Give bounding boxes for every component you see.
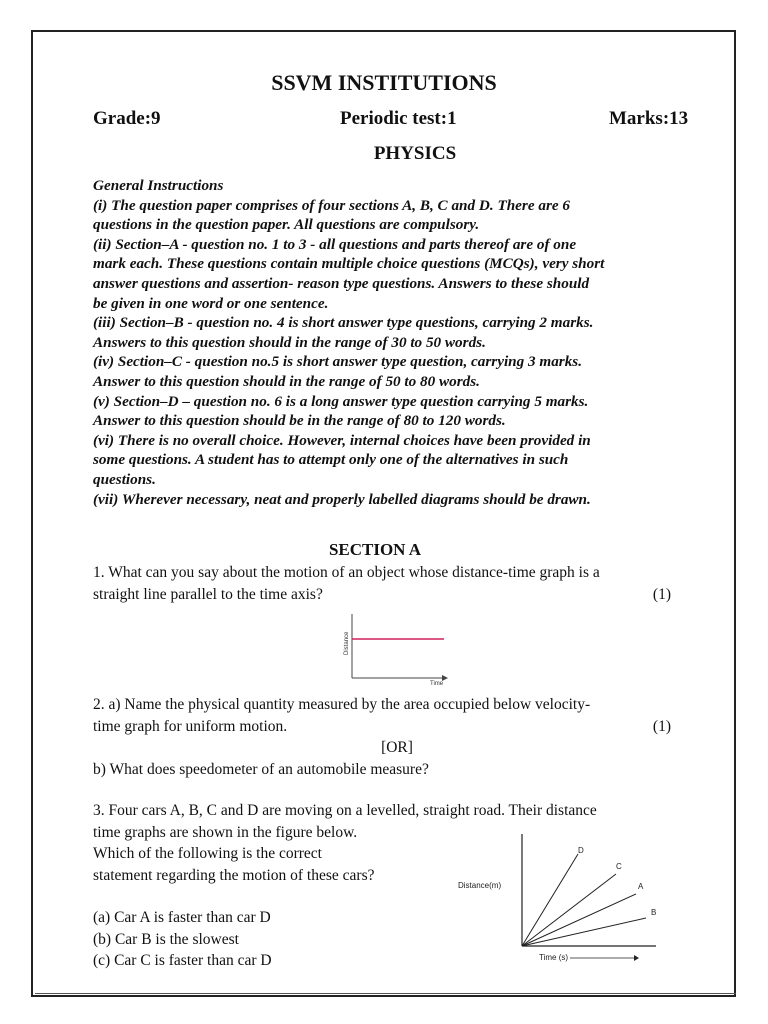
question-1-line: straight line parallel to the time axis?: [93, 585, 323, 603]
instruction-line: questions in the question paper. All questions are compulsory.: [93, 216, 480, 234]
general-instructions: [93, 176, 713, 509]
instruction-line: (v) Section–D – question no. 6 is a long answer type question carrying 5 marks.: [93, 392, 589, 410]
instruction-line: Answers to this question should in the range of 30 to 50 words.: [93, 333, 486, 351]
question-2-line: time graph for uniform motion.: [93, 717, 288, 735]
section-a-heading: SECTION A: [328, 540, 422, 559]
question-3-line: statement regarding the motion of these cars?: [93, 866, 375, 884]
question-3-option: (c) Car C is faster than car D: [93, 952, 272, 969]
question-3-line: 3. Four cars A, B, C and D are moving on a levelled, straight road. Their distance: [93, 802, 597, 819]
institution-title: SSVM INSTITUTIONS: [271, 70, 497, 95]
graph3-label-b: B: [651, 908, 657, 917]
question-1-line: 1. What can you say about the motion of an object whose distance-time graph is a: [93, 564, 600, 581]
graph3-label-a: A: [638, 882, 644, 891]
instruction-line: some questions. A student has to attempt only one of the alternatives in such: [93, 451, 569, 469]
page-border-bottom: [35, 993, 736, 994]
instruction-line: (iii) Section–B - question no. 4 is short answer type questions, carrying 2 marks.: [93, 314, 594, 332]
question-3-line: Which of the following is the correct: [93, 845, 322, 862]
graph3-xlabel: Time (s): [539, 953, 569, 962]
graph1-ylabel: Distance: [344, 631, 350, 655]
question-2-line: b) What does speedometer of an automobile measure?: [93, 760, 429, 778]
instruction-line: questions.: [93, 470, 156, 488]
question-3-line: time graphs are shown in the figure below.: [93, 823, 358, 841]
question-3-option: (b) Car B is the slowest: [93, 930, 239, 948]
question-2-or: [OR]: [381, 739, 413, 756]
instruction-line: mark each. These questions contain multiple choice questions (MCQs), very short: [93, 255, 605, 273]
question-2: [93, 694, 701, 780]
instruction-line: (i) The question paper comprises of four sections A, B, C and D. There are 6: [93, 196, 571, 214]
question-1-mark: (1): [652, 585, 671, 603]
distance-time-graph-3: [450, 828, 680, 968]
distance-time-graph-1: [330, 608, 500, 688]
test-label: Periodic test:1: [340, 108, 457, 129]
instruction-line: Answer to this question should be in the range of 80 to 120 words.: [93, 412, 506, 430]
graph3-line-d: [522, 854, 578, 946]
instruction-line: (iv) Section–C - question no.5 is short answer type question, carrying 3 marks.: [93, 353, 583, 371]
grade-label: Grade:9: [93, 108, 161, 129]
graph3-label-c: C: [616, 862, 622, 871]
graph1-xlabel: Time: [430, 681, 444, 687]
graph3-ylabel: Distance(m): [458, 881, 502, 890]
instruction-line: (ii) Section–A - question no. 1 to 3 - all questions and parts thereof are of one: [93, 235, 577, 253]
marks-label: Marks:13: [609, 108, 689, 129]
instruction-line: be given in one word or one sentence.: [93, 294, 329, 312]
instructions-heading: General Instructions: [93, 177, 224, 194]
graph3-time-arrowhead: [634, 955, 639, 961]
graph3-label-d: D: [578, 846, 584, 855]
question-3-option: (a) Car A is faster than car D: [93, 909, 271, 926]
question-2-line: 2. a) Name the physical quantity measured by the area occupied below velocity-: [93, 696, 591, 713]
instruction-line: Answer to this question should in the range of 50 to 80 words.: [93, 372, 480, 390]
subject-title: PHYSICS: [373, 143, 457, 164]
instruction-line: (vi) There is no overall choice. However, internal choices have been provided in: [93, 431, 591, 449]
question-2-mark: (1): [652, 717, 671, 735]
instruction-line: answer questions and assertion- reason type questions. Answers to these should: [93, 274, 590, 292]
instruction-line: (vii) Wherever necessary, neat and properly labelled diagrams should be drawn.: [93, 490, 591, 508]
question-1: [93, 562, 671, 605]
